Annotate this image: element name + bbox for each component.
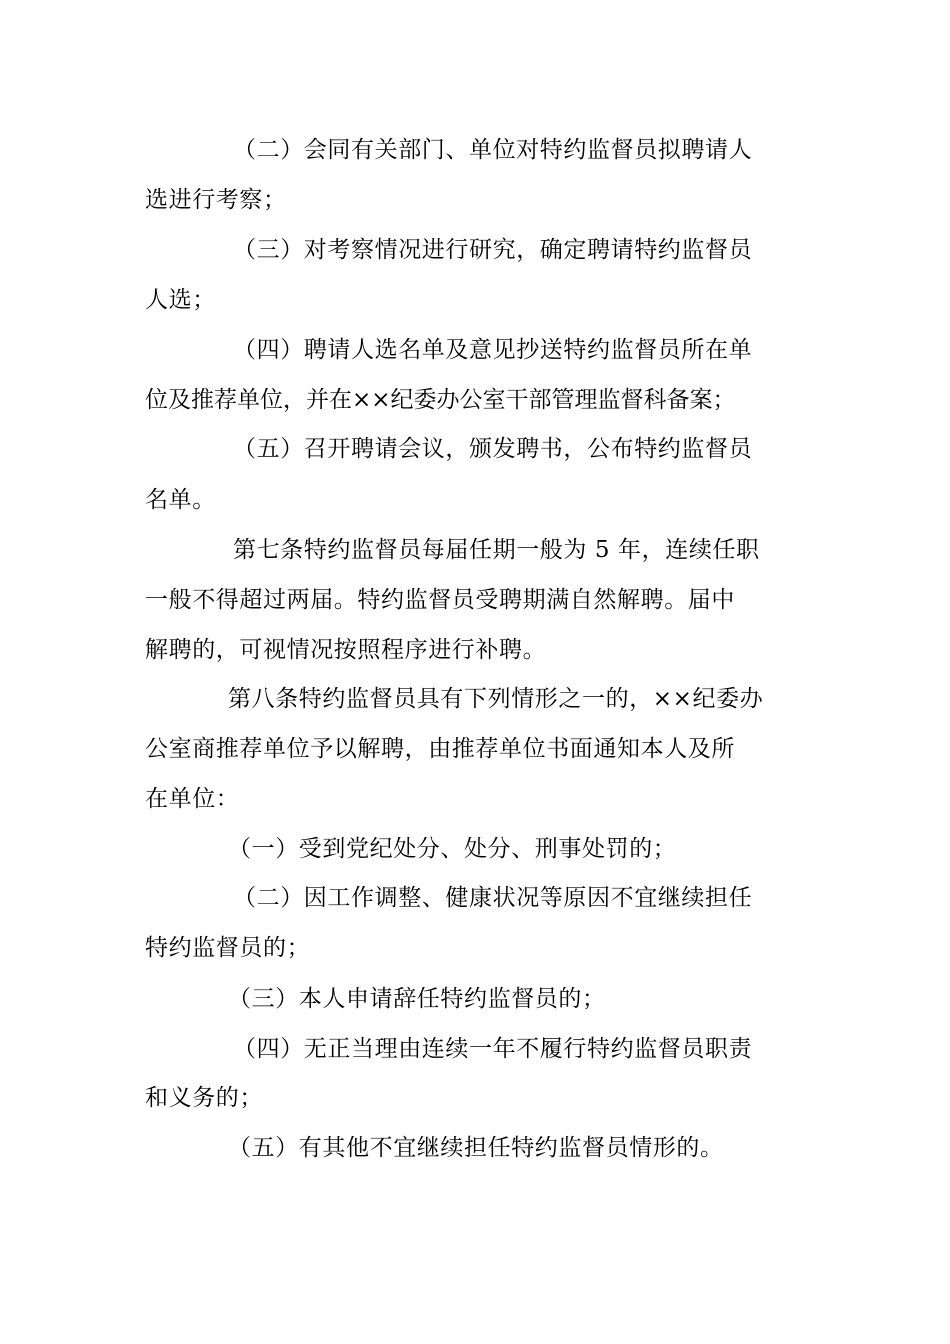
text-line-13: 公室商推荐单位予以解聘，由推荐单位书面通知本人及所: [145, 736, 735, 762]
text-line-11: 解聘的，可视情况按照程序进行补聘。: [145, 637, 547, 663]
text-line-10: 一般不得超过两届。特约监督员受聘期满自然解聘。届中: [145, 587, 735, 613]
text-line-17: 特约监督员的；: [145, 935, 311, 961]
text-line-8: 名单。: [145, 487, 216, 513]
text-line-20: 和义务的；: [145, 1085, 263, 1111]
text-line-18: （三）本人申请辞任特约监督员的；: [228, 986, 606, 1012]
text-line-14: 在单位：: [145, 786, 240, 812]
text-line-4: 人选；: [145, 287, 216, 313]
text-line-2: 选进行考察；: [145, 187, 287, 213]
text-line-21: （五）有其他不宜继续担任特约监督员情形的。: [228, 1135, 724, 1161]
text-line-16: （二）因工作调整、健康状况等原因不宜继续担任: [233, 885, 753, 911]
text-line-15: （一）受到党纪处分、处分、刑事处罚的；: [228, 836, 677, 862]
text-line-19: （四）无正当理由连续一年不履行特约监督员职责: [233, 1036, 753, 1062]
text-line-3: （三）对考察情况进行研究，确定聘请特约监督员: [233, 237, 753, 263]
text-line-12: 第八条特约监督员具有下列情形之一的，××纪委办: [228, 686, 764, 712]
text-line-5: （四）聘请人选名单及意见抄送特约监督员所在单: [233, 337, 753, 363]
text-line-6: 位及推荐单位，并在××纪委办公室干部管理监督科备案；: [145, 387, 736, 413]
text-line-1: （二）会同有关部门、单位对特约监督员拟聘请人: [233, 137, 753, 163]
text-line-7: （五）召开聘请会议，颁发聘书，公布特约监督员: [233, 436, 753, 462]
text-line-9: 第七条特约监督员每届任期一般为 5 年，连续任职: [233, 537, 760, 563]
